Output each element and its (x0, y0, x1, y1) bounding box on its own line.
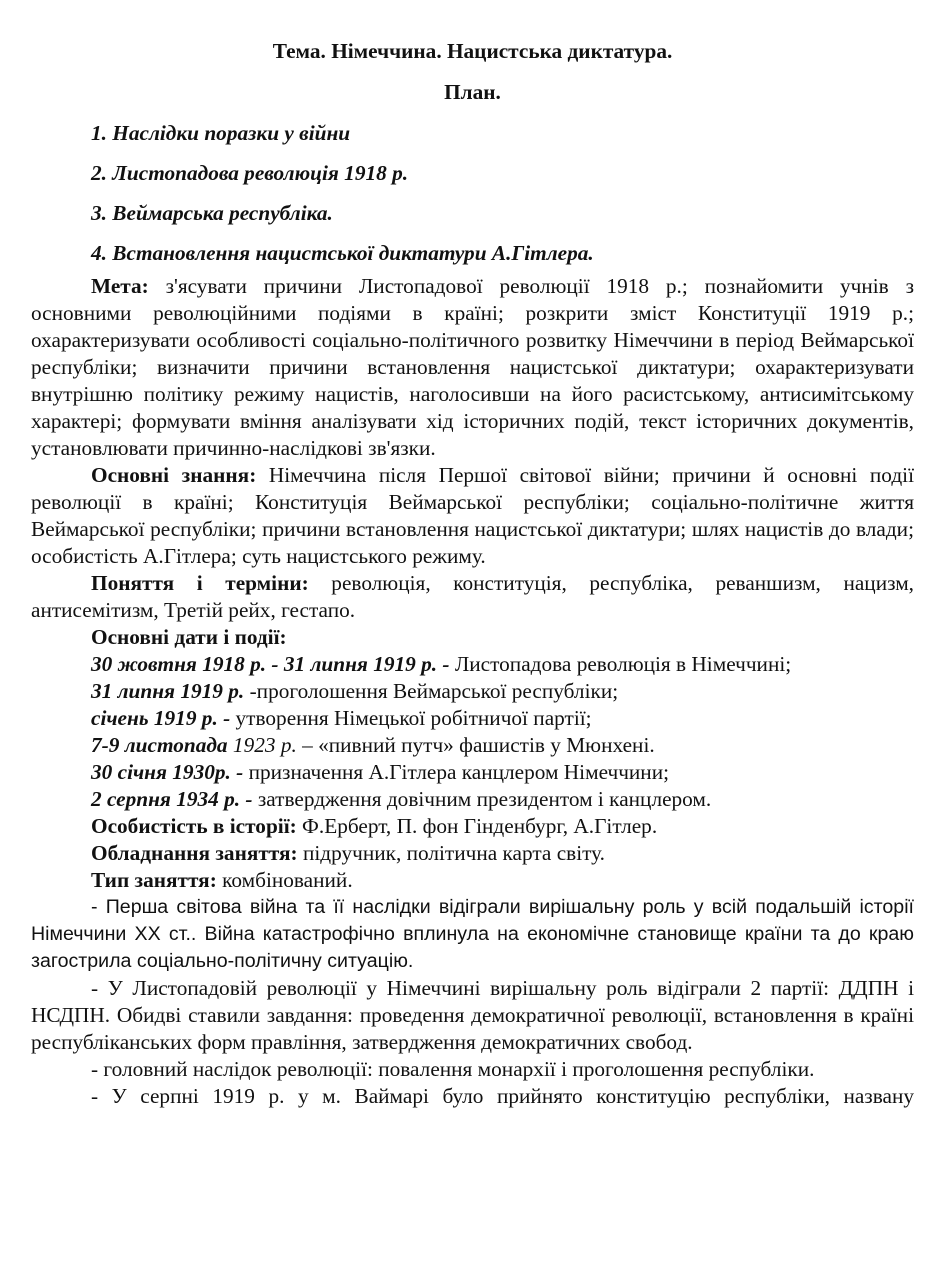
date-event: призначення А.Гітлера канцлером Німеччини; (243, 760, 670, 784)
date-value: 30 жовтня 1918 р. - 31 липня 1919 р. - (91, 652, 450, 676)
document-page (31, 38, 914, 1110)
equipment-text: підручник, політична карта світу. (297, 841, 605, 865)
personality-text: Ф.Ерберт, П. фон Гінденбург, А.Гітлер. (296, 814, 658, 838)
goal-paragraph (31, 273, 914, 462)
date-value: 30 січня 1930р. - (91, 760, 244, 784)
date-row (91, 678, 914, 705)
plan-item: 2. Листопадова революція 1918 р. (91, 161, 409, 185)
lesson-type-row (91, 867, 914, 894)
date-extra: 1923 р. (227, 733, 297, 757)
personality-label: Особистість в історії: (91, 814, 297, 838)
equipment-row (91, 840, 914, 867)
lesson-type-text: комбінований. (216, 868, 353, 892)
knowledge-paragraph (31, 462, 914, 570)
note-line: - головний наслідок революції: повалення монархії і проголошення республіки. (91, 1057, 815, 1081)
terms-text: революція, конституція, республіка, реваншизм, нацизм, антисемітизм, Третій рейх, гестапо. (31, 571, 915, 622)
date-event: Листопадова революція в Німеччині; (449, 652, 792, 676)
terms-label: Поняття і терміни: (91, 571, 309, 595)
date-event: утворення Німецької робітничої партії; (230, 706, 592, 730)
document-title: Тема. Німеччина. Нацистська диктатура. (272, 39, 673, 63)
goal-text: з'ясувати причини Листопадової революції 1918 р.; познайомити учнів з основними революційними подіями в країні; розкрити зміст Конституції 1919 р.; охарактеризувати особливості соціально-політичного розвитку Німеччини в період Веймарської республіки; визначити причини встановлення нацистської диктатури; охарактеризувати внутрішню політику режиму нацистів, наголосивши на його расистському, антисимітському характері; формувати вміння аналізувати хід історичних подій, текст історичних документів, установлювати причинно-наслідкові зв'язки. (31, 274, 914, 460)
date-event: -проголошення Веймарської республіки; (244, 679, 619, 703)
lesson-type-label: Тип заняття: (91, 868, 217, 892)
date-event: затвердження довічним президентом і канцлером. (252, 787, 712, 811)
note-paragraph: - Перша світова війна та її наслідки відіграли вирішальну роль у всій подальшій історії Німеччини XX ст.. Війна катастрофічно вплинула на економічне становище країни та до краю загострила соціально-політичну ситуацію. (31, 896, 914, 972)
date-row (91, 732, 914, 759)
dates-heading: Основні дати і події: (91, 625, 287, 649)
plan-item: 1. Наслідки поразки у війни (91, 121, 351, 145)
date-value: 31 липня 1919 р. (91, 679, 245, 703)
date-row (91, 786, 914, 813)
date-value: 7-9 листопада (91, 733, 228, 757)
plan-item: 4. Встановлення нацистської диктатури А.Гітлера. (91, 241, 594, 265)
terms-paragraph (31, 570, 914, 624)
equipment-label: Обладнання заняття: (91, 841, 298, 865)
date-event: – «пивний путч» фашистів у Мюнхені. (296, 733, 655, 757)
date-value: 2 серпня 1934 р. - (91, 787, 253, 811)
plan-heading: План. (444, 80, 501, 104)
goal-label: Мета: (91, 274, 149, 298)
knowledge-label: Основні знання: (91, 463, 257, 487)
date-value: січень 1919 р. - (91, 706, 231, 730)
date-row (91, 759, 914, 786)
date-row (91, 651, 914, 678)
note-paragraph: - У серпні 1919 р. у м. Ваймарі було прийнято конституцію республіки, названу (91, 1084, 914, 1108)
plan-item: 3. Веймарська республіка. (91, 201, 333, 225)
note-paragraph: - У Листопадовій революції у Німеччині вирішальну роль відіграли 2 партії: ДДПН і НСДПН. Обидві ставили завдання: проведення демократичної революції, встановлення в країні республіканських форм правління, затвердження демократичних свобод. (31, 976, 914, 1054)
date-row (91, 705, 914, 732)
personality-row (91, 813, 914, 840)
knowledge-text: Німеччина після Першої світової війни; причини й основні події революції в країні; Конституція Веймарської республіки; соціально-політичне життя Веймарської республіки; причини встановлення нацистської диктатури; шлях нацистів до влади; особистість А.Гітлера; суть нацистського режиму. (31, 463, 914, 568)
